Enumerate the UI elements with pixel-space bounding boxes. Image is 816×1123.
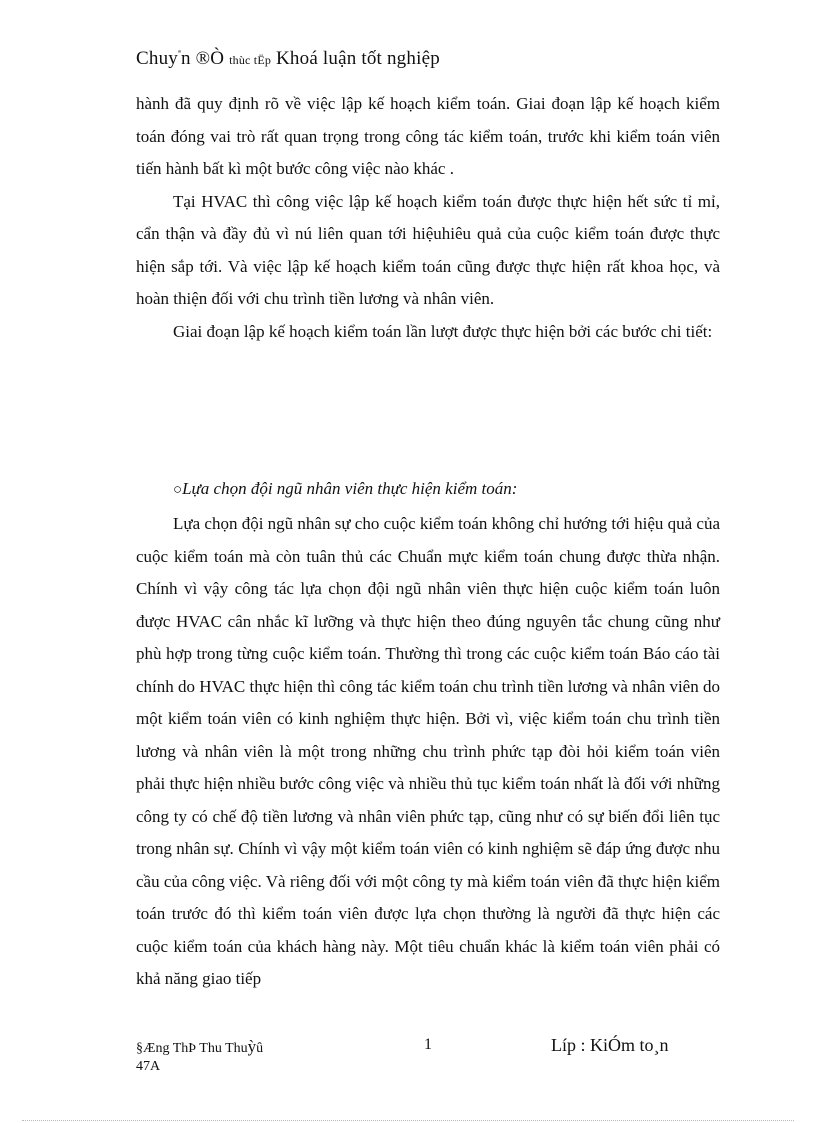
paragraph-1: hành đã quy định rõ về việc lập kế hoạch kiểm toán. Giai đoạn lập kế hoạch kiểm toán đóng vai trò rất quan trọng trong công tác kiểm toán, trước khi kiểm toán viên tiến hành bất kì một bước công việc nào khác . <box>136 94 720 178</box>
paragraph-4: Lựa chọn đội ngũ nhân sự cho cuộc kiểm toán không chỉ hướng tới hiệu quả của cuộc kiểm toán mà còn tuân thủ các Chuẩn mực kiểm toán chung được thừa nhận. Chính vì vậy công tác lựa chọn đội ngũ nhân viên thực hiện cuộc kiểm toán luôn được HVAC cân nhắc kĩ lưỡng và thực hiện theo đúng nguyên tắc chung cũng như phù hợp trong từng cuộc kiểm toán. Thường thì trong các cuộc kiểm toán Báo cáo tài chính do HVAC thực hiện thì công tác kiểm toán chu trình tiền lương và nhân viên do một kiểm toán viên có kinh nghiệm thực hiện. Bởi vì, việc kiểm toán chu trình tiền lương và nhân viên là một trong những chu trình phức tạp đòi hỏi kiểm toán viên phải thực hiện nhiều bước công việc và nhiều thủ tục kiểm toán nhất là đối với những công ty có chế độ tiền lương và nhân viên phức tạp, cũng như có sự biến đổi liên tục trong nhân sự. Chính vì vậy một kiểm toán viên có kinh nghiệm sẽ đáp ứng được nhu cầu của công việc. Và riêng đối với một công ty mà kiểm toán viên đã thực hiện kiểm toán trước đó thì kiểm toán viên được lựa chọn thường là người đã thực hiện các cuộc kiểm toán của khách hàng này. Một tiêu chuẩn khác là kiểm toán viên phải có khả năng giao tiếp <box>136 514 720 988</box>
page-edge-divider <box>22 1120 794 1121</box>
header-part-4: thùc tËp <box>229 53 272 67</box>
footer-author-name: §Æng ThÞ Thu Thu <box>136 1041 248 1056</box>
body-block-top <box>136 88 720 348</box>
bullet-circle-icon: ○ <box>173 482 183 498</box>
paragraph-3: Giai đoạn lập kế hoạch kiểm toán lần lượt được thực hiện bởi các bước chi tiết: <box>173 321 713 341</box>
footer-class-label: Líp : KiÓm to¸n <box>551 1035 669 1055</box>
footer-author-class: 47A <box>136 1059 161 1074</box>
paragraph-2: Tại HVAC thì công việc lập kế hoạch kiểm toán được thực hiện hết sức tỉ mỉ, cẩn thận và đầy đủ vì nú liên quan tới hiệuhiêu quả của cuộc kiểm toán được thực hiện sắp tới. Và việc lập kế hoạch kiểm toán cũng được thực hiện rất khoa học, và hoàn thiện đối với chu trình tiền lương và nhân viên. <box>136 191 720 308</box>
header-part-3: n ®Ò <box>180 48 230 69</box>
footer-author-y: ỳ <box>247 1037 257 1056</box>
page-number: 1 <box>424 1036 432 1053</box>
header-part-5: Khoá luận tốt nghiệp <box>271 48 440 69</box>
section-heading <box>173 479 517 499</box>
footer-author <box>136 1038 263 1076</box>
page-header <box>136 48 440 70</box>
footer-author-tail: û <box>256 1041 264 1056</box>
header-part-1: Chuy <box>136 48 178 69</box>
header-part-2: ª <box>177 48 181 60</box>
body-block-bottom <box>136 508 720 996</box>
section-heading-text: Lựa chọn đội ngũ nhân viên thực hiện kiểm toán: <box>182 479 518 498</box>
